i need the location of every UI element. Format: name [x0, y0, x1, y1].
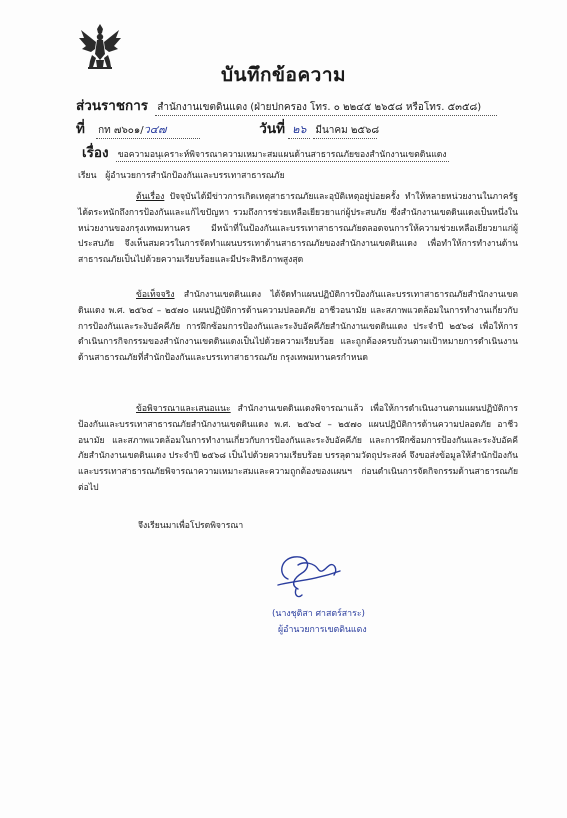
background-heading: ต้นเรื่อง: [136, 192, 165, 202]
closing-line: จึงเรียนมาเพื่อโปรดพิจารณา: [138, 521, 244, 531]
background-text: ปัจจุบันได้มีข่าวการเกิดเหตุสาธารณภัยและอุบัติเหตุอยู่บ่อยครั้ง ทำให้หลายหน่วยงานในภาครัฐได้ตระหนักถึงการป้องกันและแก้ไขปัญหา รวมถึงการช่วยเหลือเยียวยาแก่ผู้ประสบภัย ซึ่งสำนักงานเขตดินแดงเป็นหนึ่งในหน่วยงานของกรุงเทพมหานคร มีหน้าที่ในป้องกันและบรรเทาสาธารณภัยตลอดจนการให้ความช่วยเหลือเยียวยาแก่ผู้ประสบภัย จึงเห็นสมควรในการจัดทำแผนบรรเทาด้านสาธารณภัยของสำนักงานเขตดินแดง เพื่อทำให้การทำงานด้านสาธารณภัยเป็นไปด้วยความเรียบร้อยและมีประสิทธิภาพสูงสุด: [78, 192, 518, 266]
reference-label: ที่: [76, 121, 85, 137]
date-label: วันที่: [259, 121, 285, 137]
paragraph-recommendation: [78, 402, 518, 497]
salutation-label: เรียน: [78, 171, 97, 181]
agency-line: [76, 94, 497, 116]
agency-label: ส่วนราชการ: [76, 98, 149, 114]
salutation-line: [78, 168, 285, 182]
recommendation-heading: ข้อพิจารณาและเสนอแนะ: [136, 404, 231, 414]
reference-line: [76, 117, 380, 139]
reference-number: กท ๗๖๐๑/: [98, 125, 144, 136]
memo-title: บันทึกข้อความ: [220, 64, 347, 86]
subject-label: เรื่อง: [82, 145, 109, 161]
signatory-name: (นางชุติสา ศาสตร์สาระ): [272, 609, 365, 619]
reference-handwritten: ว๔๗: [143, 123, 167, 136]
signatory-position: ผู้อำนวยการเขตดินแดง: [278, 625, 367, 635]
reference-value: [96, 120, 200, 139]
date-day-handwritten: ๒๖: [288, 120, 310, 139]
signature-icon: [268, 545, 348, 605]
subject-line: [76, 141, 449, 163]
recommendation-text: สำนักงานเขตดินแดงพิจารณาแล้ว เพื่อให้การดำเนินงานตามแผนปฏิบัติการป้องกันและบรรเทาสาธารณภัยสำนักงานเขตดินแดง พ.ศ. ๒๕๖๔ – ๒๕๗๐ แผนปฏิบัติการด้านความปลอดภัย อาชีวอนามัย และสภาพแวดล้อมในการทำงานเกี่ยวกับการป้องกันและระงับอัคคีภัย และการฝึกซ้อมการป้องกันและระงับอัคคีภัยสำนักงานเขตดินแดง ประจำปี ๒๕๖๘ เป็นไปด้วยความเรียบร้อย บรรลุตามวัตถุประสงค์ จึงขอส่งข้อมูลให้สำนักป้องกันและบรรเทาสาธารณภัยพิจารณาความเหมาะสมและความถูกต้องของแผนฯ ก่อนดำเนินการจัดกิจกรรมด้านสาธารณภัยต่อไป: [78, 404, 518, 493]
salutation-value: ผู้อำนวยการสำนักป้องกันและบรรเทาสาธารณภัย: [105, 171, 285, 181]
facts-text: สำนักงานเขตดินแดง ได้จัดทำแผนปฏิบัติการป้องกันและบรรเทาสาธารณภัยสำนักงานเขตดินแดง พ.ศ. ๒๕๖๔ – ๒๕๗๐ แผนปฏิบัติการด้านความปลอดภัย อาชีวอนามัย และสภาพแวดล้อมในการทำงานเกี่ยวกับการป้องกันและระงับอัคคีภัย การฝึกซ้อมการป้องกันและระงับอัคคีภัยสำนักงานเขตดินแดง ประจำปี ๒๕๖๘ เพื่อให้การดำเนินการกิจกรรมของสำนักงานเขตดินแดงเป็นไปด้วยความเรียบร้อย และถูกต้องครบถ้วนตามเป้าหมายการดำเนินงานด้านสาธารณภัยที่สำนักป้องกันและบรรเทาสาธารณภัย กรุงเทพมหานครกำหนด: [78, 290, 518, 364]
agency-value: สำนักงานเขตดินแดง (ฝ่ายปกครอง โทร. ๐ ๒๒๔๕ ๒๖๕๘ หรือโทร. ๕๓๕๘): [155, 100, 497, 116]
paragraph-facts: [78, 288, 518, 367]
paragraph-background: [78, 190, 518, 269]
facts-heading: ข้อเท็จจริง: [136, 290, 175, 300]
date-value: มีนาคม ๒๕๖๘: [313, 123, 377, 139]
subject-value: ขอความอนุเคราะห์พิจารณาความเหมาะสมแผนด้านสาธารณภัยของสำนักงานเขตดินแดง: [116, 147, 449, 162]
